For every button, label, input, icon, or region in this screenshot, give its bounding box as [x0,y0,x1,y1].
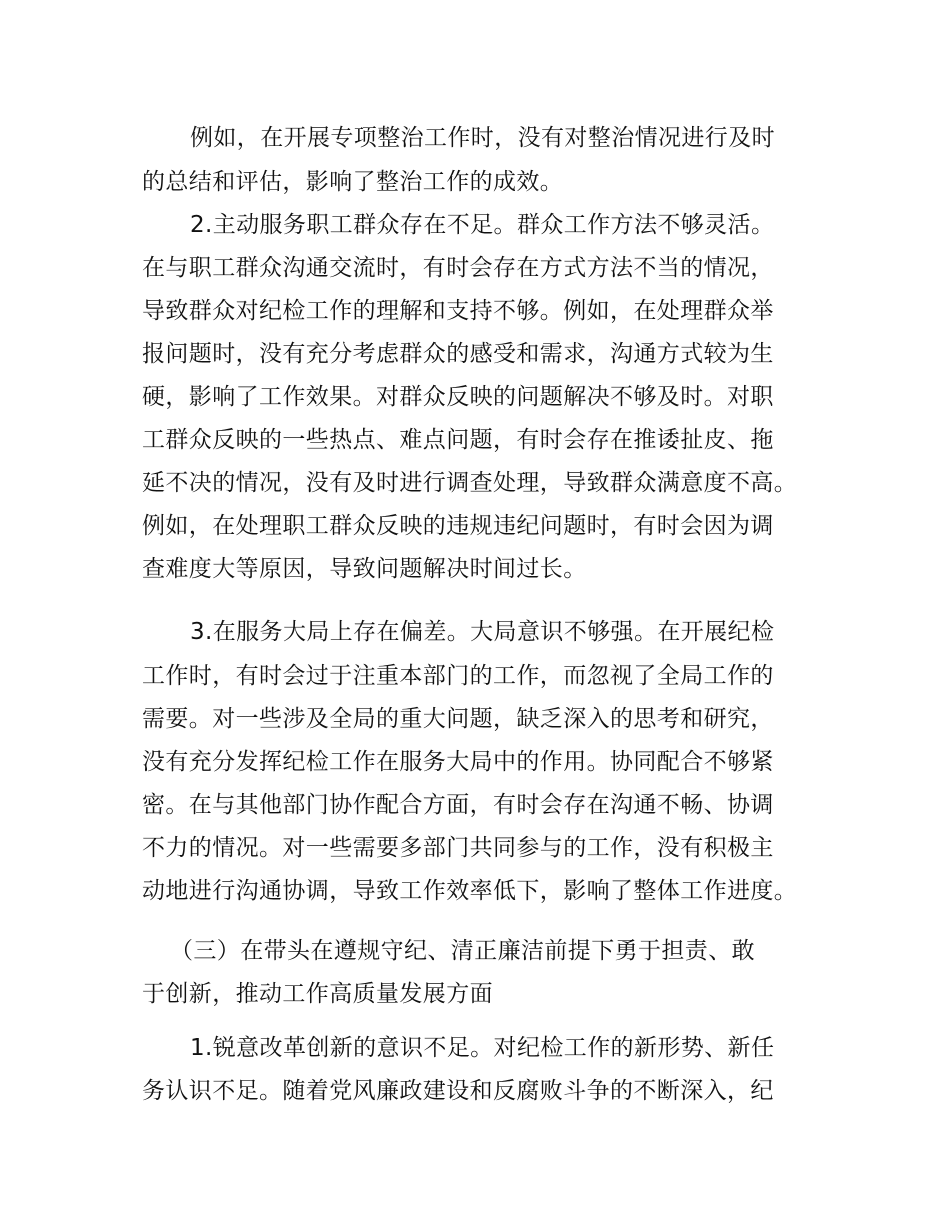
paragraph-heading-line: 2.主动服务职工群众存在不足。群众工作方法不够灵活。 [190,212,775,238]
body-text-line: 报问题时，没有充分考虑群众的感受和需求，沟通方式较为生 [142,341,774,367]
body-text-line: 导致群众对纪检工作的理解和支持不够。例如，在处理群众举 [142,298,774,324]
body-text-line: 硬，影响了工作效果。对群众反映的问题解决不够及时。对职 [142,384,774,410]
body-text-line: 没有充分发挥纪检工作在服务大局中的作用。协同配合不够紧 [142,749,774,775]
body-text-line: 的总结和评估，影响了整治工作的成效。 [142,169,564,195]
section-heading-line: （三）在带头在遵规守纪、清正廉洁前提下勇于担责、敢 [170,938,755,964]
body-text-line: 需要。对一些涉及全局的重大问题，缺乏深入的思考和研究， [142,706,774,732]
body-text-line: 动地进行沟通协调，导致工作效率低下，影响了整体工作进度。 [142,878,798,904]
body-text-line: 在与职工群众沟通交流时，有时会存在方式方法不当的情况， [142,255,774,281]
paragraph-heading-line: 1.锐意改革创新的意识不足。对纪检工作的新形势、新任 [190,1035,775,1061]
paragraph-heading-line: 3.在服务大局上存在偏差。大局意识不够强。在开展纪检 [190,619,775,645]
body-text-line: 延不决的情况，没有及时进行调查处理，导致群众满意度不高。 [142,470,798,496]
body-text-line: 查难度大等原因，导致问题解决时间过长。 [142,556,587,582]
body-text-line: 工群众反映的一些热点、难点问题，有时会存在推诿扯皮、拖 [142,427,774,453]
section-heading-line: 于创新，推动工作高质量发展方面 [142,981,493,1007]
body-text-line: 不力的情况。对一些需要多部门共同参与的工作，没有积极主 [142,835,774,861]
body-text-line: 密。在与其他部门协作配合方面，有时会存在沟通不畅、协调 [142,792,774,818]
body-text-line: 例如，在开展专项整治工作时，没有对整治情况进行及时 [190,125,775,151]
body-text-line: 工作时，有时会过于注重本部门的工作，而忽视了全局工作的 [142,663,774,689]
body-text-line: 例如，在处理职工群众反映的违规违纪问题时，有时会因为调 [142,513,774,539]
body-text-line: 务认识不足。随着党风廉政建设和反腐败斗争的不断深入，纪 [142,1078,774,1104]
